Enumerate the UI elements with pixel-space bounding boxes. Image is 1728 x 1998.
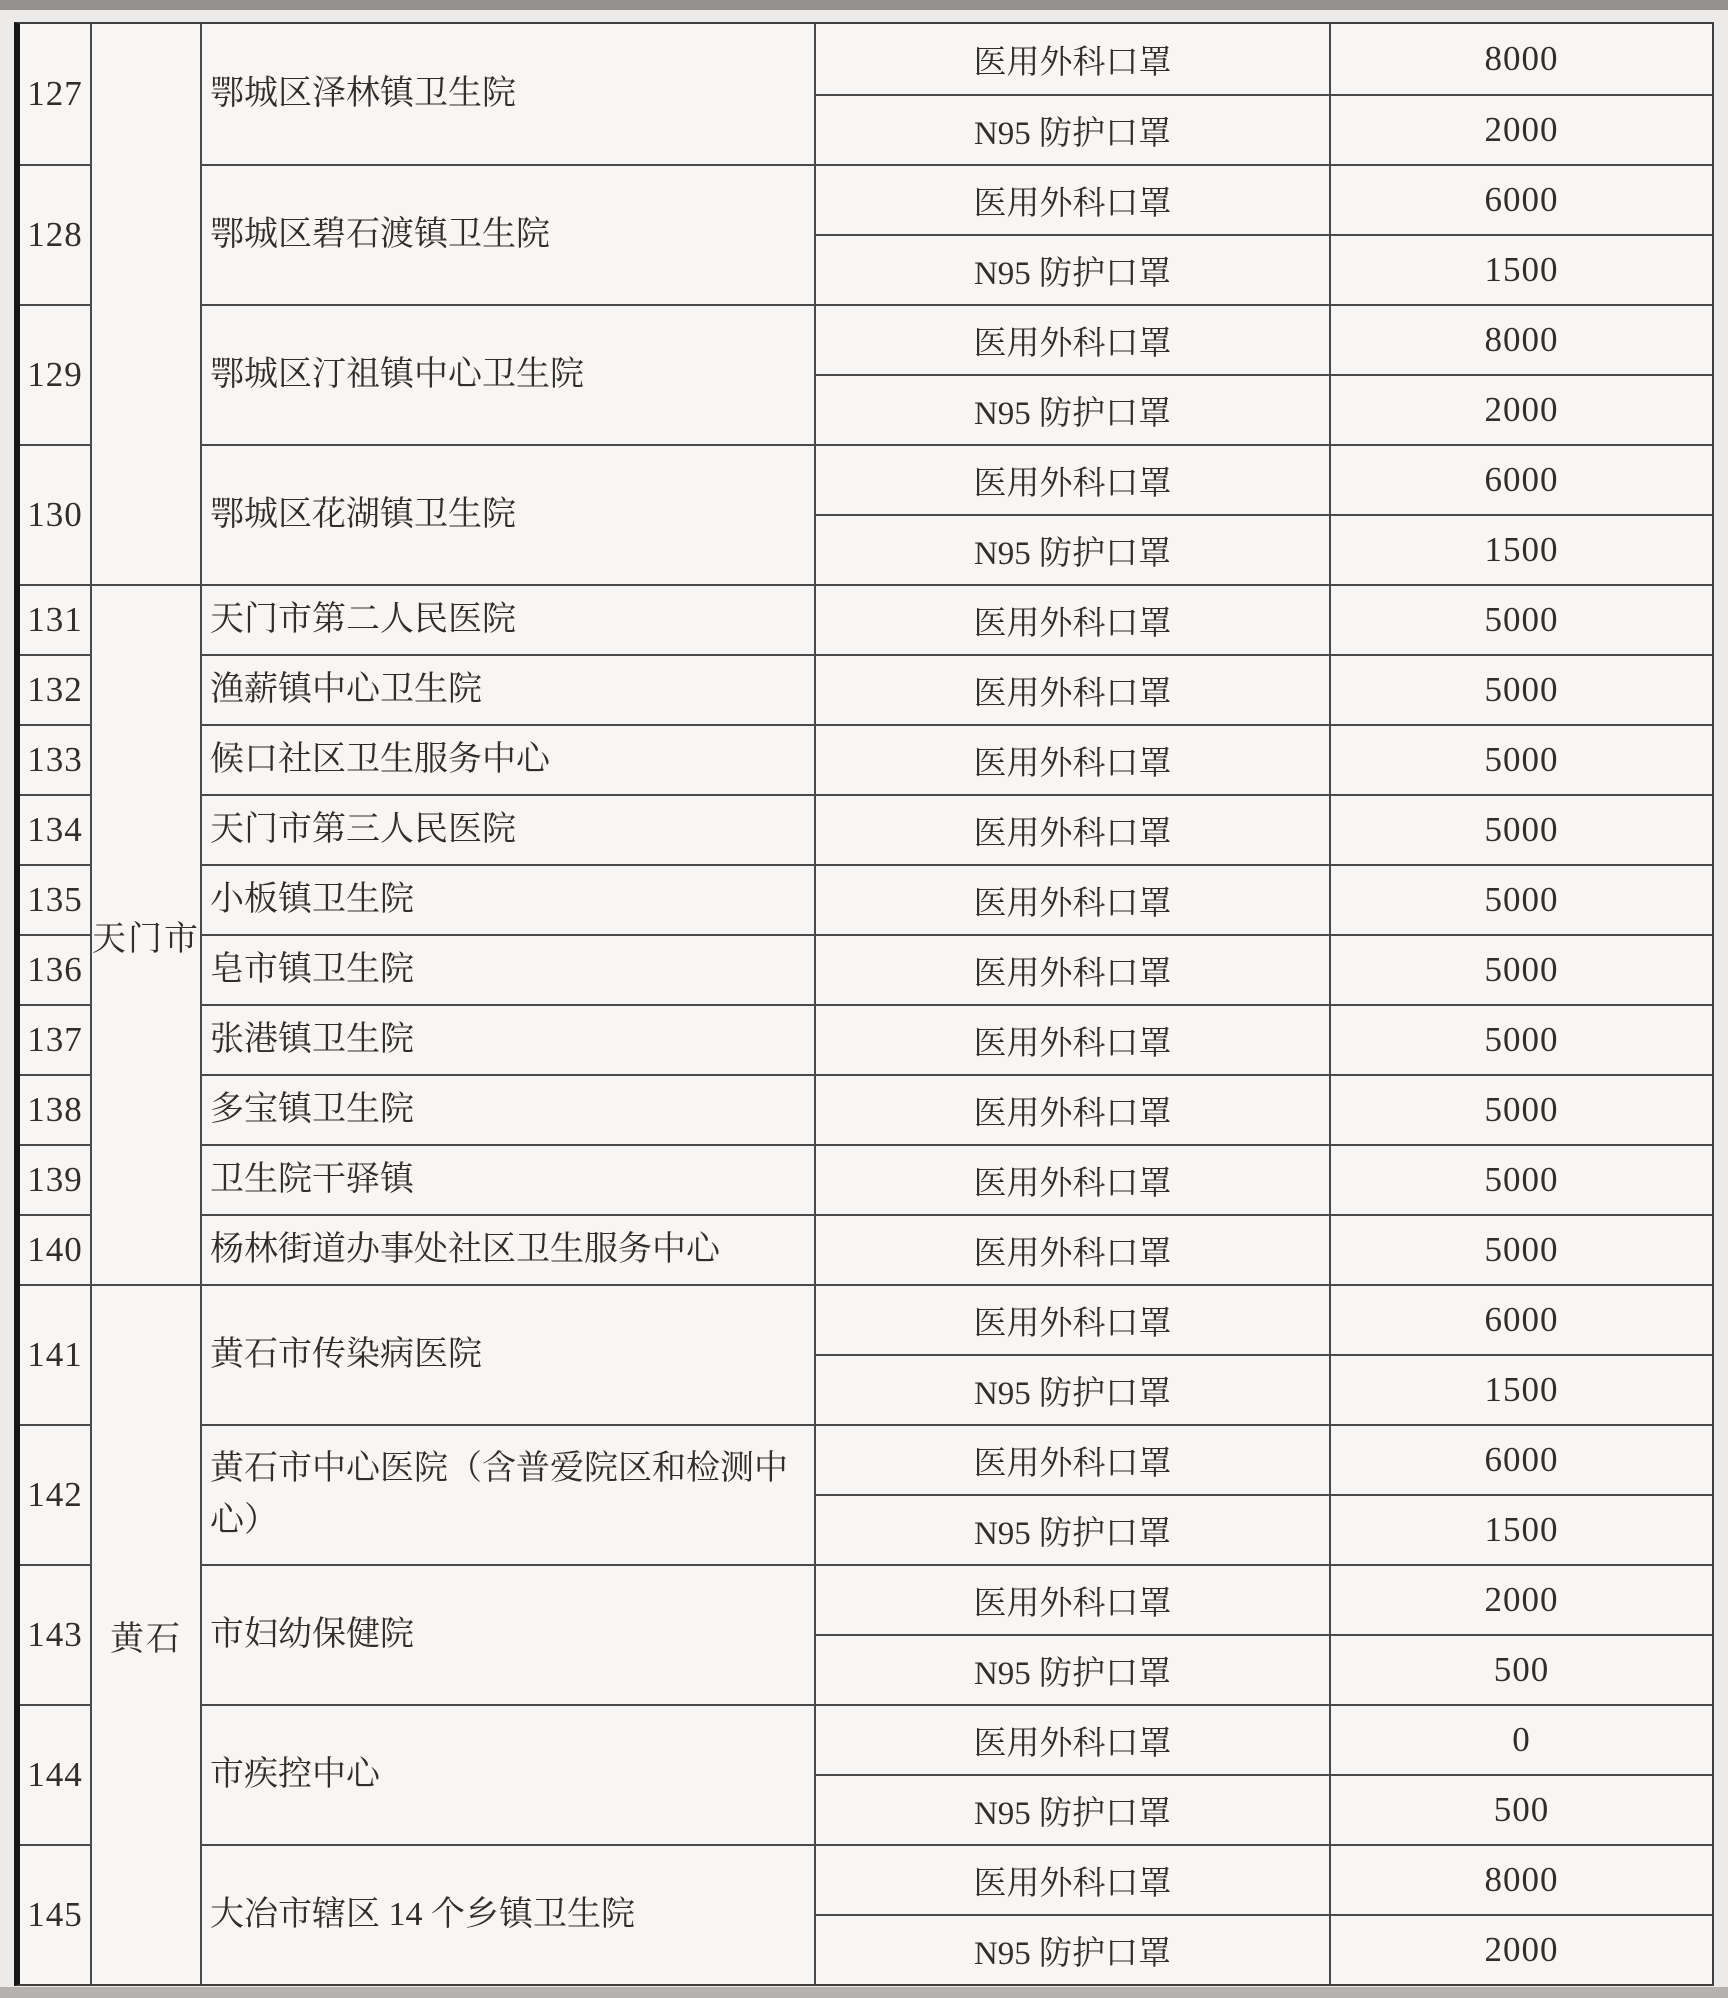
row-number-cell: 141	[20, 1284, 90, 1424]
mask-type-cell: 医用外科口罩	[814, 304, 1329, 374]
quantity-cell: 5000	[1329, 864, 1712, 934]
row-number-cell: 140	[20, 1214, 90, 1284]
city-cell	[90, 24, 200, 584]
quantity-cell: 5000	[1329, 654, 1712, 724]
mask-type-cell: 医用外科口罩	[814, 24, 1329, 94]
quantity-cell: 6000	[1329, 164, 1712, 234]
quantity-cell: 0	[1329, 1704, 1712, 1774]
mask-type-cell: 医用外科口罩	[814, 1144, 1329, 1214]
mask-type-cell: 医用外科口罩	[814, 1564, 1329, 1634]
institution-cell: 鄂城区花湖镇卫生院	[200, 444, 814, 584]
mask-type-cell: 医用外科口罩	[814, 864, 1329, 934]
mask-type-cell: 医用外科口罩	[814, 444, 1329, 514]
institution-cell: 市妇幼保健院	[200, 1564, 814, 1704]
quantity-cell: 8000	[1329, 1844, 1712, 1914]
quantity-cell: 6000	[1329, 1284, 1712, 1354]
institution-cell: 候口社区卫生服务中心	[200, 724, 814, 794]
row-number-cell: 142	[20, 1424, 90, 1564]
row-number-cell: 137	[20, 1004, 90, 1074]
quantity-cell: 2000	[1329, 1914, 1712, 1984]
image-bottom-edge-strip	[0, 1987, 1728, 1998]
mask-type-cell: N95 防护口罩	[814, 514, 1329, 584]
institution-cell: 小板镇卫生院	[200, 864, 814, 934]
mask-type-cell: N95 防护口罩	[814, 1914, 1329, 1984]
quantity-cell: 8000	[1329, 304, 1712, 374]
quantity-cell: 8000	[1329, 24, 1712, 94]
row-number-cell: 136	[20, 934, 90, 1004]
institution-cell: 大冶市辖区 14 个乡镇卫生院	[200, 1844, 814, 1984]
row-number-cell: 132	[20, 654, 90, 724]
institution-cell: 卫生院干驿镇	[200, 1144, 814, 1214]
mask-type-cell: N95 防护口罩	[814, 234, 1329, 304]
city-cell: 天门市	[90, 584, 200, 1284]
mask-type-cell: 医用外科口罩	[814, 1004, 1329, 1074]
quantity-cell: 500	[1329, 1634, 1712, 1704]
institution-cell: 鄂城区汀祖镇中心卫生院	[200, 304, 814, 444]
mask-type-cell: N95 防护口罩	[814, 374, 1329, 444]
row-number-cell: 144	[20, 1704, 90, 1844]
row-number-cell: 134	[20, 794, 90, 864]
image-top-edge-strip	[0, 0, 1728, 10]
mask-type-cell: N95 防护口罩	[814, 94, 1329, 164]
mask-type-cell: 医用外科口罩	[814, 1214, 1329, 1284]
quantity-cell: 5000	[1329, 934, 1712, 1004]
mask-type-cell: 医用外科口罩	[814, 1284, 1329, 1354]
quantity-cell: 5000	[1329, 1144, 1712, 1214]
institution-cell: 皂市镇卫生院	[200, 934, 814, 1004]
quantity-cell: 2000	[1329, 374, 1712, 444]
row-number-cell: 127	[20, 24, 90, 164]
mask-type-cell: 医用外科口罩	[814, 1844, 1329, 1914]
quantity-cell: 2000	[1329, 94, 1712, 164]
mask-type-cell: 医用外科口罩	[814, 794, 1329, 864]
quantity-cell: 6000	[1329, 1424, 1712, 1494]
quantity-cell: 2000	[1329, 1564, 1712, 1634]
institution-cell: 张港镇卫生院	[200, 1004, 814, 1074]
row-number-cell: 135	[20, 864, 90, 934]
mask-type-cell: 医用外科口罩	[814, 654, 1329, 724]
institution-cell: 鄂城区碧石渡镇卫生院	[200, 164, 814, 304]
quantity-cell: 5000	[1329, 1074, 1712, 1144]
institution-cell: 市疾控中心	[200, 1704, 814, 1844]
row-number-cell: 128	[20, 164, 90, 304]
mask-type-cell: 医用外科口罩	[814, 1424, 1329, 1494]
quantity-cell: 1500	[1329, 1494, 1712, 1564]
quantity-cell: 1500	[1329, 1354, 1712, 1424]
quantity-cell: 1500	[1329, 514, 1712, 584]
institution-cell: 渔薪镇中心卫生院	[200, 654, 814, 724]
mask-type-cell: 医用外科口罩	[814, 934, 1329, 1004]
institution-cell: 天门市第三人民医院	[200, 794, 814, 864]
row-number-cell: 139	[20, 1144, 90, 1214]
row-number-cell: 138	[20, 1074, 90, 1144]
quantity-cell: 5000	[1329, 1214, 1712, 1284]
institution-cell: 黄石市传染病医院	[200, 1284, 814, 1424]
mask-type-cell: N95 防护口罩	[814, 1774, 1329, 1844]
quantity-cell: 5000	[1329, 724, 1712, 794]
quantity-cell: 6000	[1329, 444, 1712, 514]
mask-type-cell: 医用外科口罩	[814, 1704, 1329, 1774]
row-number-cell: 133	[20, 724, 90, 794]
mask-type-cell: N95 防护口罩	[814, 1634, 1329, 1704]
city-cell: 黄石	[90, 1284, 200, 1984]
mask-type-cell: 医用外科口罩	[814, 1074, 1329, 1144]
row-number-cell: 143	[20, 1564, 90, 1704]
institution-cell: 鄂城区泽林镇卫生院	[200, 24, 814, 164]
mask-type-cell: N95 防护口罩	[814, 1354, 1329, 1424]
quantity-cell: 1500	[1329, 234, 1712, 304]
quantity-cell: 5000	[1329, 794, 1712, 864]
mask-type-cell: 医用外科口罩	[814, 164, 1329, 234]
row-number-cell: 130	[20, 444, 90, 584]
institution-cell: 杨林街道办事处社区卫生服务中心	[200, 1214, 814, 1284]
institution-cell: 天门市第二人民医院	[200, 584, 814, 654]
institution-cell: 黄石市中心医院（含普爱院区和检测中心）	[200, 1424, 814, 1564]
row-number-cell: 131	[20, 584, 90, 654]
row-number-cell: 129	[20, 304, 90, 444]
mask-type-cell: 医用外科口罩	[814, 584, 1329, 654]
quantity-cell: 500	[1329, 1774, 1712, 1844]
mask-type-cell: N95 防护口罩	[814, 1494, 1329, 1564]
row-number-cell: 145	[20, 1844, 90, 1984]
quantity-cell: 5000	[1329, 1004, 1712, 1074]
allocation-table	[14, 22, 1714, 1986]
institution-cell: 多宝镇卫生院	[200, 1074, 814, 1144]
mask-type-cell: 医用外科口罩	[814, 724, 1329, 794]
quantity-cell: 5000	[1329, 584, 1712, 654]
